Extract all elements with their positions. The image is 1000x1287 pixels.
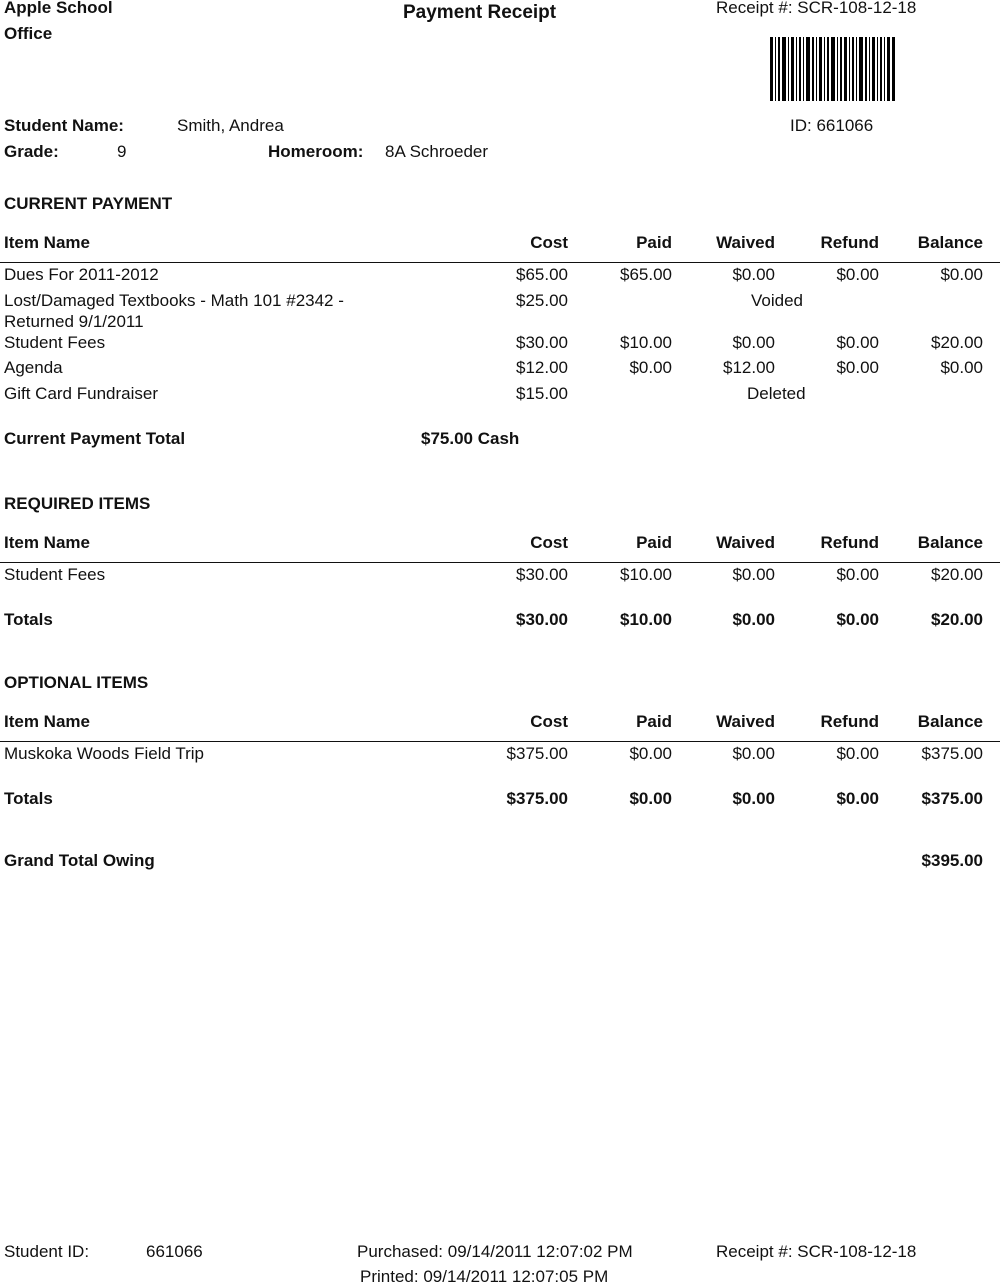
item-cost: $25.00 <box>516 291 568 310</box>
footer-receipt <box>716 1242 916 1262</box>
item-paid: $0.00 <box>629 744 672 763</box>
item-name: Agenda <box>4 358 63 377</box>
item-name: Student Fees <box>4 333 106 352</box>
footer-student-id-value: 661066 <box>146 1242 203 1261</box>
optional-items-heading: OPTIONAL ITEMS <box>4 673 149 692</box>
item-waived: $0.00 <box>732 744 775 763</box>
receipt-label: Receipt #: <box>716 0 793 17</box>
item-paid: $0.00 <box>629 358 672 377</box>
col-cost: Cost <box>530 533 568 552</box>
col-refund: Refund <box>820 712 879 731</box>
total-refund: $0.00 <box>836 789 879 808</box>
school-office: Office <box>4 24 53 43</box>
homeroom-value: 8A Schroeder <box>385 142 489 161</box>
totals-label: Totals <box>4 610 53 629</box>
item-cost: $65.00 <box>516 265 568 284</box>
divider <box>0 262 1000 263</box>
col-refund: Refund <box>820 533 879 552</box>
item-name: Muskoka Woods Field Trip <box>4 744 204 763</box>
grand-total-label: Grand Total Owing <box>4 851 155 870</box>
purchased-value: 09/14/2011 12:07:02 PM <box>447 1242 633 1261</box>
col-waived: Waived <box>716 233 775 252</box>
col-waived: Waived <box>716 533 775 552</box>
item-name: Student Fees <box>4 565 106 584</box>
item-cost: $30.00 <box>516 565 568 584</box>
item-waived: $12.00 <box>723 358 775 377</box>
col-balance: Balance <box>917 233 983 252</box>
item-name: Dues For 2011-2012 <box>4 265 159 284</box>
col-item-name: Item Name <box>4 712 90 731</box>
page-title: Payment Receipt <box>403 2 557 23</box>
item-status: Voided <box>751 291 803 310</box>
homeroom-label: Homeroom: <box>268 142 364 161</box>
item-status: Deleted <box>747 384 806 403</box>
required-items-heading: REQUIRED ITEMS <box>4 494 151 513</box>
payment-method: Cash <box>477 429 520 448</box>
item-balance: $0.00 <box>940 265 983 284</box>
receipt-number-header <box>716 0 916 18</box>
purchased-label: Purchased: <box>357 1242 443 1261</box>
item-cost: $12.00 <box>516 358 568 377</box>
col-balance: Balance <box>917 533 983 552</box>
item-balance: $0.00 <box>940 358 983 377</box>
total-waived: $0.00 <box>732 789 775 808</box>
item-waived: $0.00 <box>732 333 775 352</box>
col-cost: Cost <box>530 712 568 731</box>
total-cost: $375.00 <box>506 789 568 808</box>
student-name-label: Student Name: <box>4 116 124 135</box>
total-waived: $0.00 <box>732 610 775 629</box>
col-paid: Paid <box>636 233 672 252</box>
student-name-value: Smith, Andrea <box>177 116 284 135</box>
receipt-value: SCR-108-12-18 <box>797 0 917 17</box>
student-id-header <box>790 116 873 136</box>
grade-label: Grade: <box>4 142 59 161</box>
total-cost: $30.00 <box>516 610 568 629</box>
item-cost: $15.00 <box>516 384 568 403</box>
col-refund: Refund <box>820 233 879 252</box>
current-payment-heading: CURRENT PAYMENT <box>4 194 173 213</box>
grand-total-value: $395.00 <box>921 851 983 870</box>
total-refund: $0.00 <box>836 610 879 629</box>
footer-receipt-label: Receipt #: <box>716 1242 793 1261</box>
item-waived: $0.00 <box>732 265 775 284</box>
item-refund: $0.00 <box>836 744 879 763</box>
current-payment-total-value: $75.00 <box>421 429 473 448</box>
item-paid: $10.00 <box>620 333 672 352</box>
col-paid: Paid <box>636 533 672 552</box>
item-balance: $375.00 <box>921 744 983 763</box>
col-item-name: Item Name <box>4 533 90 552</box>
col-cost: Cost <box>530 233 568 252</box>
printed-value: 09/14/2011 12:07:05 PM <box>423 1267 609 1286</box>
school-name: Apple School <box>4 0 113 17</box>
item-refund: $0.00 <box>836 358 879 377</box>
footer-student-id-label: Student ID: <box>4 1242 90 1261</box>
footer-receipt-value: SCR-108-12-18 <box>797 1242 917 1261</box>
item-refund: $0.00 <box>836 333 879 352</box>
total-balance: $375.00 <box>921 789 983 808</box>
col-paid: Paid <box>636 712 672 731</box>
printed-label: Printed: <box>360 1267 419 1286</box>
item-cost: $30.00 <box>516 333 568 352</box>
footer-purchased <box>357 1242 633 1262</box>
col-waived: Waived <box>716 712 775 731</box>
item-name: Lost/Damaged Textbooks - Math 101 #2342 - <box>4 291 344 310</box>
divider <box>0 741 1000 742</box>
item-balance: $20.00 <box>931 333 983 352</box>
col-balance: Balance <box>917 712 983 731</box>
barcode-icon <box>770 37 895 101</box>
item-waived: $0.00 <box>732 565 775 584</box>
item-paid: $65.00 <box>620 265 672 284</box>
item-paid: $10.00 <box>620 565 672 584</box>
item-name-continued: Returned 9/1/2011 <box>4 312 144 331</box>
item-refund: $0.00 <box>836 565 879 584</box>
totals-label: Totals <box>4 789 53 808</box>
current-payment-total-label: Current Payment Total <box>4 429 186 448</box>
col-item-name: Item Name <box>4 233 90 252</box>
footer-printed <box>360 1267 608 1287</box>
grade-value: 9 <box>117 142 127 161</box>
item-balance: $20.00 <box>931 565 983 584</box>
item-refund: $0.00 <box>836 265 879 284</box>
item-name: Gift Card Fundraiser <box>4 384 158 403</box>
total-paid: $0.00 <box>629 789 672 808</box>
id-label: ID: <box>790 116 812 135</box>
current-payment-total <box>421 429 519 449</box>
total-paid: $10.00 <box>620 610 672 629</box>
total-balance: $20.00 <box>931 610 983 629</box>
divider <box>0 562 1000 563</box>
id-value: 661066 <box>816 116 874 135</box>
item-cost: $375.00 <box>506 744 568 763</box>
